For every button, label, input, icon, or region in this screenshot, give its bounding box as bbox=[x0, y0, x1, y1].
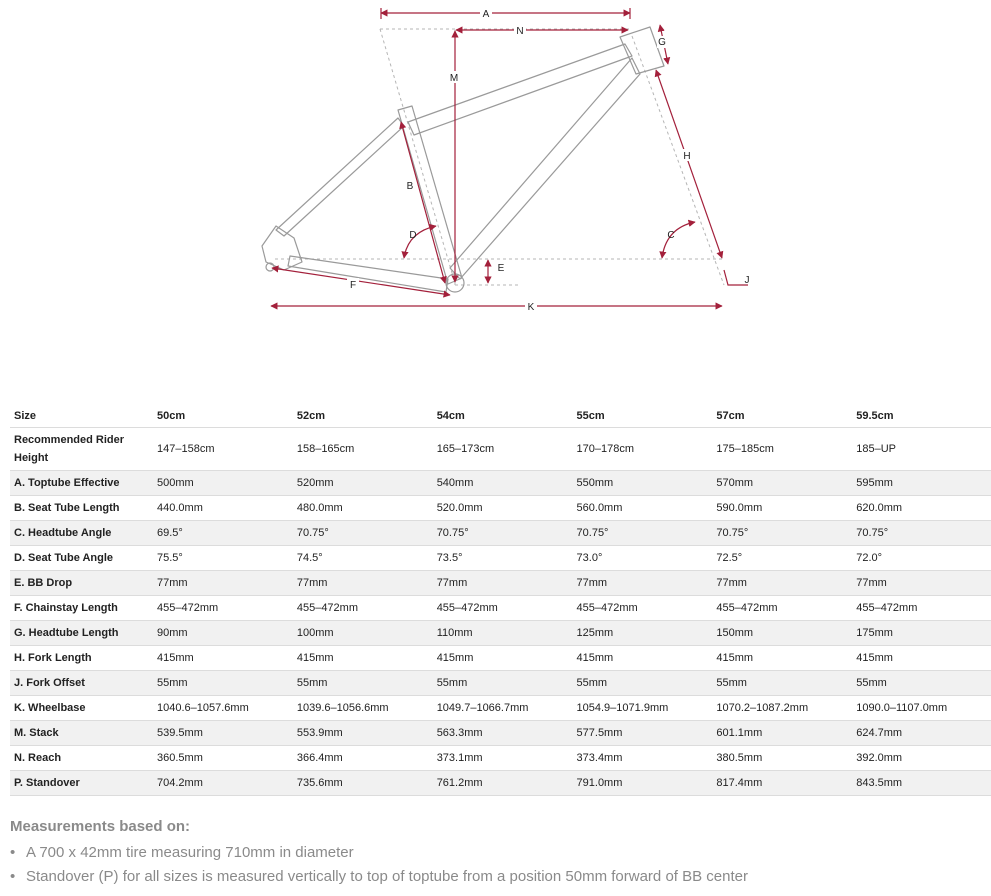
measurement-notes bbox=[10, 818, 980, 889]
label-b: B bbox=[406, 181, 414, 192]
size-header-row bbox=[10, 404, 991, 428]
table-row bbox=[10, 571, 991, 596]
table-row bbox=[10, 746, 991, 771]
table-row bbox=[10, 771, 991, 796]
table-cell: 1049.7–1066.7mm bbox=[433, 696, 573, 721]
table-cell: 1054.9–1071.9mm bbox=[573, 696, 713, 721]
table-cell: 1070.2–1087.2mm bbox=[712, 696, 852, 721]
label-m: M bbox=[449, 73, 459, 84]
table-cell: 55mm bbox=[712, 671, 852, 696]
label-g: G bbox=[658, 37, 666, 48]
label-k: K bbox=[527, 302, 535, 313]
row-label: E. BB Drop bbox=[10, 571, 153, 596]
label-j: J bbox=[744, 275, 750, 286]
table-cell: 601.1mm bbox=[712, 721, 852, 746]
table-cell: 55mm bbox=[852, 671, 991, 696]
table-cell: 185–UP bbox=[852, 428, 991, 471]
table-cell: 380.5mm bbox=[712, 746, 852, 771]
size-50: 50cm bbox=[153, 404, 293, 428]
table-cell: 817.4mm bbox=[712, 771, 852, 796]
table-cell: 455–472mm bbox=[573, 596, 713, 621]
table-cell: 480.0mm bbox=[293, 496, 433, 521]
table-cell: 110mm bbox=[433, 621, 573, 646]
table-cell: 415mm bbox=[573, 646, 713, 671]
table-cell: 55mm bbox=[153, 671, 293, 696]
notes-list bbox=[10, 841, 980, 889]
table-cell: 72.5° bbox=[712, 546, 852, 571]
table-cell: 455–472mm bbox=[293, 596, 433, 621]
table-row bbox=[10, 428, 991, 471]
row-label: F. Chainstay Length bbox=[10, 596, 153, 621]
table-cell: 415mm bbox=[293, 646, 433, 671]
row-label: D. Seat Tube Angle bbox=[10, 546, 153, 571]
table-cell: 175mm bbox=[852, 621, 991, 646]
table-cell: 560.0mm bbox=[573, 496, 713, 521]
table-cell: 69.5° bbox=[153, 521, 293, 546]
label-n: N bbox=[516, 26, 524, 37]
table-cell: 165–173cm bbox=[433, 428, 573, 471]
table-cell: 624.7mm bbox=[852, 721, 991, 746]
table-cell: 590.0mm bbox=[712, 496, 852, 521]
table-cell: 77mm bbox=[573, 571, 713, 596]
row-label: J. Fork Offset bbox=[10, 671, 153, 696]
dimension-labels bbox=[347, 7, 750, 313]
table-row bbox=[10, 721, 991, 746]
geometry-diagram bbox=[0, 0, 991, 330]
row-label: A. Toptube Effective bbox=[10, 471, 153, 496]
table-cell: 77mm bbox=[712, 571, 852, 596]
table-cell: 392.0mm bbox=[852, 746, 991, 771]
table-cell: 70.75° bbox=[712, 521, 852, 546]
label-e: E bbox=[497, 263, 505, 274]
table-cell: 500mm bbox=[153, 471, 293, 496]
row-label: B. Seat Tube Length bbox=[10, 496, 153, 521]
table-row bbox=[10, 546, 991, 571]
table-cell: 563.3mm bbox=[433, 721, 573, 746]
table-cell: 570mm bbox=[712, 471, 852, 496]
geometry-table bbox=[10, 404, 991, 796]
table-cell: 550mm bbox=[573, 471, 713, 496]
table-cell: 520mm bbox=[293, 471, 433, 496]
row-label: P. Standover bbox=[10, 771, 153, 796]
label-f: F bbox=[349, 280, 357, 291]
label-h: H bbox=[683, 151, 691, 162]
table-cell: 415mm bbox=[712, 646, 852, 671]
table-cell: 55mm bbox=[433, 671, 573, 696]
table-cell: 843.5mm bbox=[852, 771, 991, 796]
table-cell: 539.5mm bbox=[153, 721, 293, 746]
size-52: 52cm bbox=[293, 404, 433, 428]
table-cell: 761.2mm bbox=[433, 771, 573, 796]
table-row bbox=[10, 521, 991, 546]
bike-frame bbox=[262, 27, 664, 292]
table-cell: 170–178cm bbox=[573, 428, 713, 471]
row-label: N. Reach bbox=[10, 746, 153, 771]
table-cell: 70.75° bbox=[433, 521, 573, 546]
table-cell: 77mm bbox=[153, 571, 293, 596]
table-cell: 73.5° bbox=[433, 546, 573, 571]
table-cell: 455–472mm bbox=[712, 596, 852, 621]
table-cell: 74.5° bbox=[293, 546, 433, 571]
table-cell: 620.0mm bbox=[852, 496, 991, 521]
size-55: 55cm bbox=[573, 404, 713, 428]
table-cell: 373.4mm bbox=[573, 746, 713, 771]
label-a: A bbox=[482, 9, 490, 20]
size-54: 54cm bbox=[433, 404, 573, 428]
table-cell: 147–158cm bbox=[153, 428, 293, 471]
table-cell: 366.4mm bbox=[293, 746, 433, 771]
row-label: K. Wheelbase bbox=[10, 696, 153, 721]
table-cell: 520.0mm bbox=[433, 496, 573, 521]
table-cell: 440.0mm bbox=[153, 496, 293, 521]
table-row bbox=[10, 671, 991, 696]
dim-h bbox=[656, 70, 722, 258]
table-cell: 360.5mm bbox=[153, 746, 293, 771]
table-row bbox=[10, 646, 991, 671]
table-cell: 1040.6–1057.6mm bbox=[153, 696, 293, 721]
table-cell: 55mm bbox=[293, 671, 433, 696]
table-cell: 1090.0–1107.0mm bbox=[852, 696, 991, 721]
table-cell: 1039.6–1056.6mm bbox=[293, 696, 433, 721]
seat-tube bbox=[398, 106, 462, 284]
table-cell: 125mm bbox=[573, 621, 713, 646]
table-cell: 158–165cm bbox=[293, 428, 433, 471]
table-cell: 90mm bbox=[153, 621, 293, 646]
table-row bbox=[10, 621, 991, 646]
table-cell: 455–472mm bbox=[153, 596, 293, 621]
table-cell: 577.5mm bbox=[573, 721, 713, 746]
note-item: • A 700 x 42mm tire measuring 710mm in diameter bbox=[10, 841, 980, 865]
table-cell: 100mm bbox=[293, 621, 433, 646]
row-label: Recommended Rider Height bbox=[10, 428, 153, 471]
table-cell: 150mm bbox=[712, 621, 852, 646]
size-header: Size bbox=[10, 404, 153, 428]
table-cell: 75.5° bbox=[153, 546, 293, 571]
table-cell: 72.0° bbox=[852, 546, 991, 571]
note-item: • Standover (P) for all sizes is measured vertically to top of toptube from a position 50mm forward of BB center bbox=[10, 865, 980, 889]
down-tube bbox=[450, 58, 640, 279]
table-cell: 415mm bbox=[433, 646, 573, 671]
table-cell: 704.2mm bbox=[153, 771, 293, 796]
table-cell: 175–185cm bbox=[712, 428, 852, 471]
notes-title: Measurements based on: bbox=[10, 818, 191, 835]
label-c: C bbox=[667, 230, 675, 241]
table-cell: 55mm bbox=[573, 671, 713, 696]
table-row bbox=[10, 471, 991, 496]
table-cell: 373.1mm bbox=[433, 746, 573, 771]
table-cell: 70.75° bbox=[573, 521, 713, 546]
table-cell: 415mm bbox=[153, 646, 293, 671]
size-59-5: 59.5cm bbox=[852, 404, 991, 428]
table-cell: 77mm bbox=[433, 571, 573, 596]
table-cell: 77mm bbox=[852, 571, 991, 596]
table-row bbox=[10, 496, 991, 521]
table-cell: 735.6mm bbox=[293, 771, 433, 796]
row-label: G. Headtube Length bbox=[10, 621, 153, 646]
geometry-table-body bbox=[10, 428, 991, 796]
table-row bbox=[10, 596, 991, 621]
table-cell: 553.9mm bbox=[293, 721, 433, 746]
table-row bbox=[10, 696, 991, 721]
table-cell: 455–472mm bbox=[433, 596, 573, 621]
table-cell: 540mm bbox=[433, 471, 573, 496]
table-cell: 70.75° bbox=[852, 521, 991, 546]
size-57: 57cm bbox=[712, 404, 852, 428]
seat-stay bbox=[276, 118, 404, 236]
table-cell: 77mm bbox=[293, 571, 433, 596]
head-tube bbox=[620, 27, 664, 74]
row-label: M. Stack bbox=[10, 721, 153, 746]
dim-f bbox=[272, 268, 450, 295]
table-cell: 73.0° bbox=[573, 546, 713, 571]
row-label: H. Fork Length bbox=[10, 646, 153, 671]
table-cell: 70.75° bbox=[293, 521, 433, 546]
label-d: D bbox=[409, 230, 417, 241]
table-cell: 415mm bbox=[852, 646, 991, 671]
table-cell: 595mm bbox=[852, 471, 991, 496]
row-label: C. Headtube Angle bbox=[10, 521, 153, 546]
table-cell: 455–472mm bbox=[852, 596, 991, 621]
table-cell: 791.0mm bbox=[573, 771, 713, 796]
